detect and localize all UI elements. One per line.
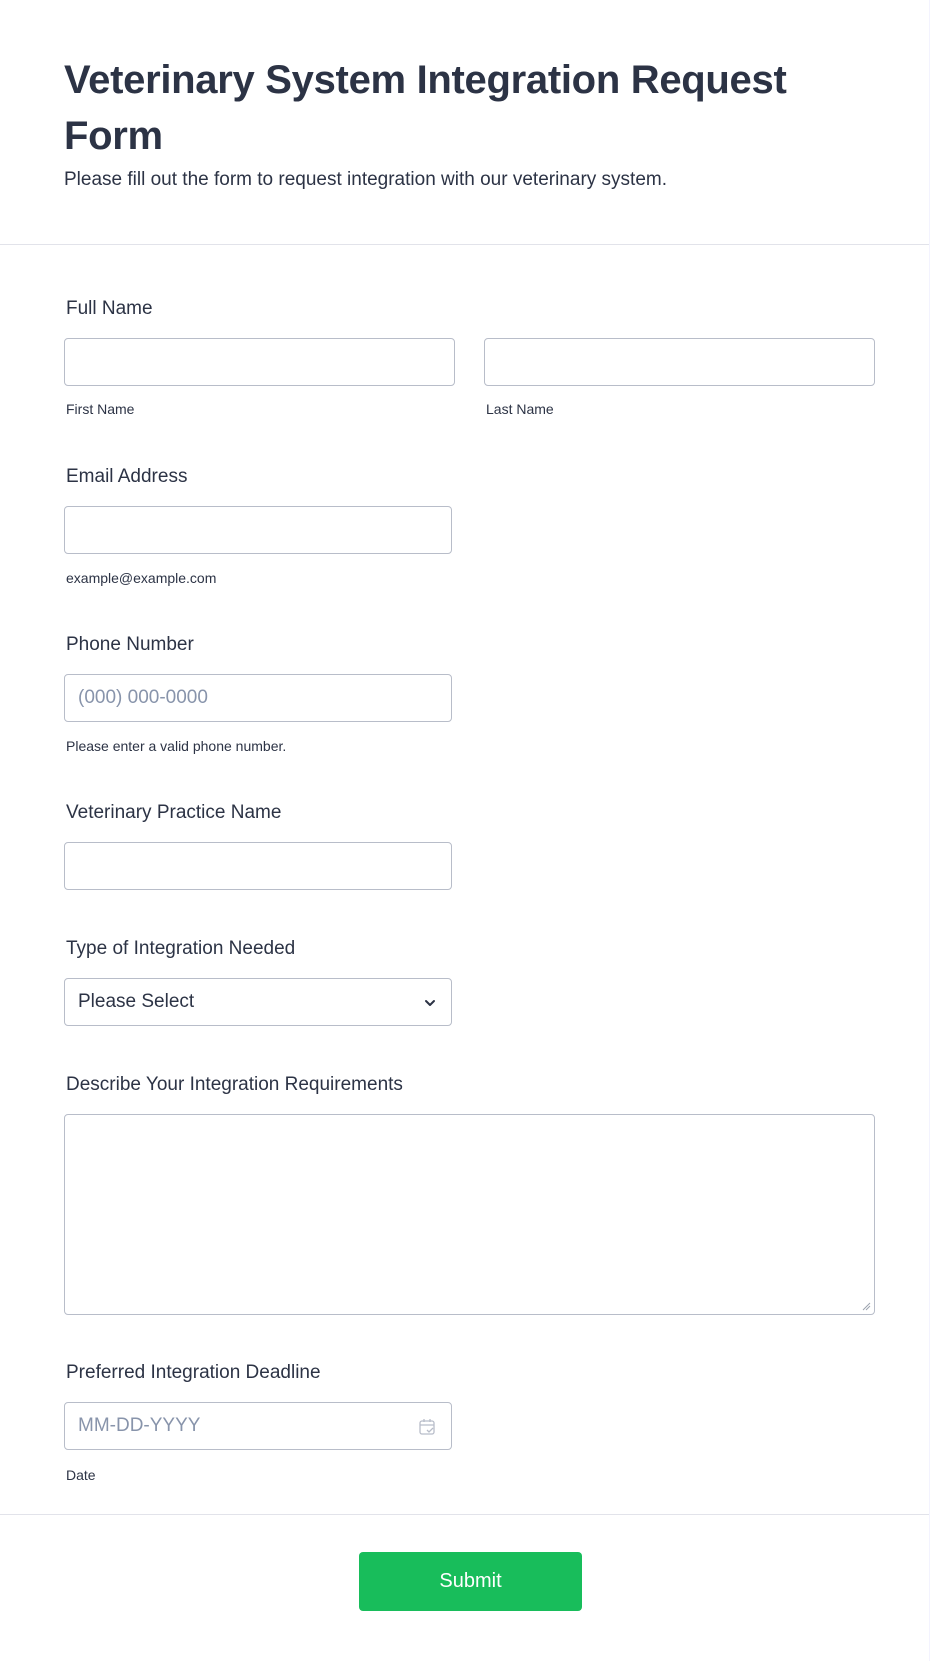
- deadline-label: Preferred Integration Deadline: [66, 1362, 321, 1383]
- integration-type-label: Type of Integration Needed: [66, 938, 296, 959]
- integration-type-selected: Please Select: [78, 991, 195, 1012]
- email-sublabel: example@example.com: [66, 570, 217, 586]
- page-subtitle: Please fill out the form to request integration with our veterinary system.: [64, 169, 667, 190]
- chevron-down-icon: [423, 996, 437, 1010]
- email-label: Email Address: [66, 466, 188, 487]
- calendar-icon[interactable]: [417, 1417, 437, 1437]
- deadline-date-input[interactable]: [64, 1402, 452, 1450]
- phone-label: Phone Number: [66, 634, 194, 655]
- form-header: [0, 0, 929, 245]
- page-title: Veterinary System Integration Request Form: [64, 58, 787, 158]
- phone-input[interactable]: (000) 000-0000: [64, 674, 452, 722]
- submit-button[interactable]: Submit: [359, 1552, 582, 1611]
- email-input[interactable]: [64, 506, 452, 554]
- practice-name-label: Veterinary Practice Name: [66, 802, 282, 823]
- full-name-label: Full Name: [66, 298, 153, 319]
- requirements-label: Describe Your Integration Requirements: [66, 1074, 403, 1095]
- deadline-placeholder: MM-DD-YYYY: [78, 1415, 201, 1436]
- integration-type-select[interactable]: [64, 978, 452, 1026]
- form-footer: [0, 1514, 929, 1661]
- resize-handle-icon[interactable]: [861, 1301, 871, 1311]
- first-name-input[interactable]: [64, 338, 455, 386]
- phone-sublabel: Please enter a valid phone number.: [66, 738, 287, 754]
- deadline-sublabel: Date: [66, 1467, 96, 1483]
- last-name-input[interactable]: [484, 338, 875, 386]
- practice-name-input[interactable]: [64, 842, 452, 890]
- last-name-sublabel: Last Name: [486, 401, 554, 417]
- requirements-textarea[interactable]: [64, 1114, 875, 1315]
- first-name-sublabel: First Name: [66, 401, 135, 417]
